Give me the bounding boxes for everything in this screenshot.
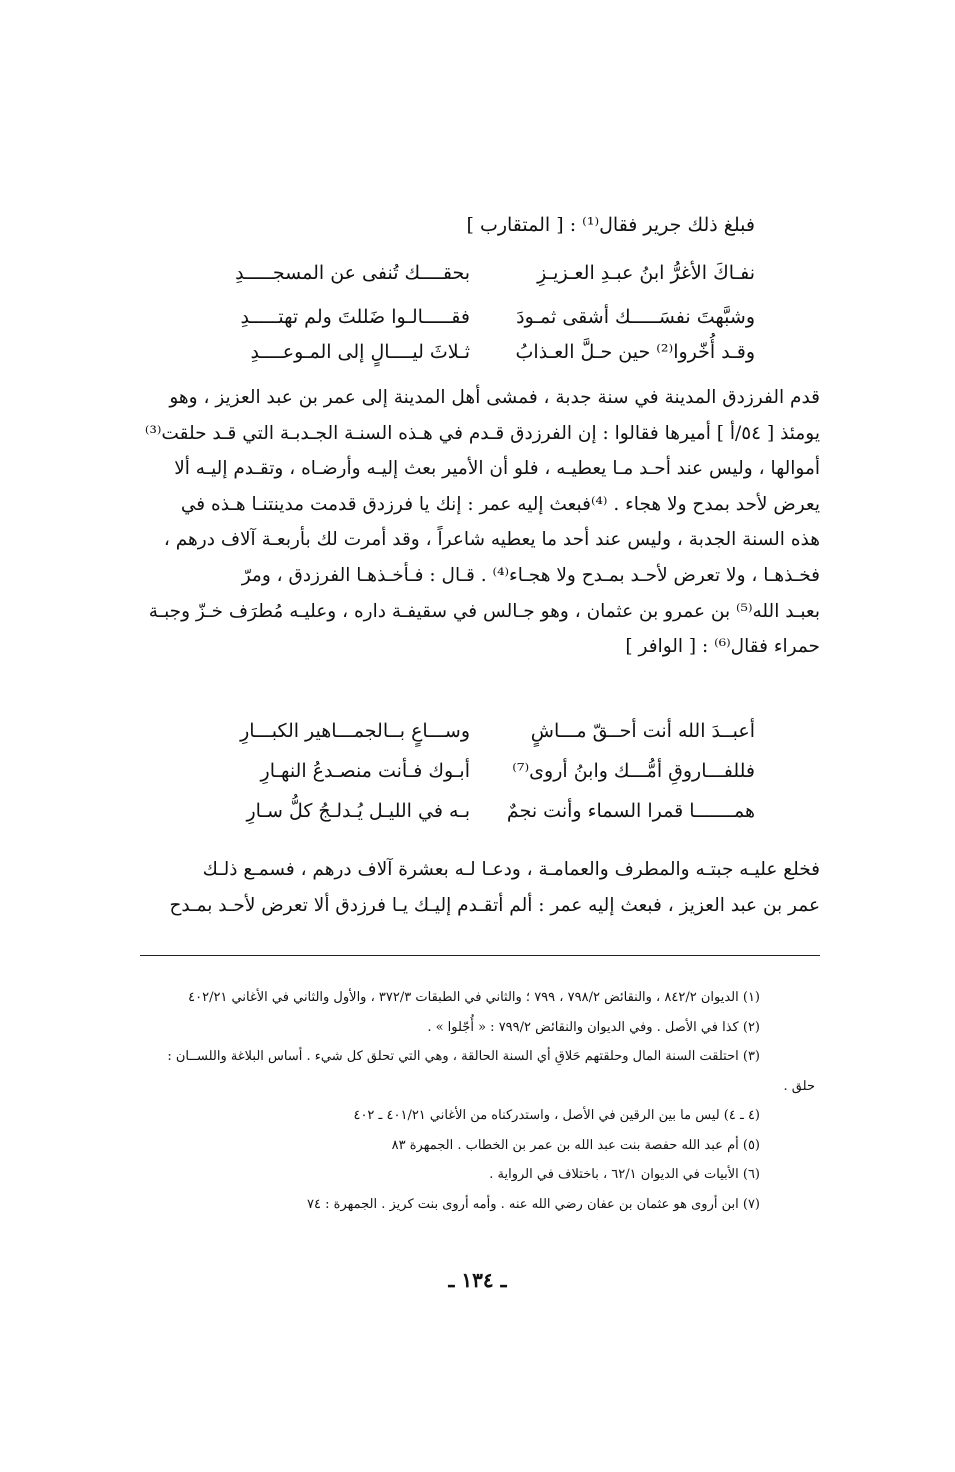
hemistich-second: بحقــــك تُنفى عن المسجـــــدِ <box>235 262 470 284</box>
prose-paragraph <box>135 380 820 665</box>
hemistich-second: أبـوك فـأنت منصـدعُ النهـارِ <box>260 760 470 782</box>
footnotes <box>115 983 815 1219</box>
footnote: (٦) الأبيات في الديوان ٦٢/١ ، باختلاف في الرواية . <box>489 1167 760 1182</box>
hemistich-second: فقـــــالـوا ضَللتَ ولم تهتـــــدِ <box>240 306 470 328</box>
hemistich-first: وشبَّهتَ نفسَـــــك أشقى ثمـودَ <box>516 306 755 328</box>
footnote: (٥) أم عبد الله حفصة بنت عبد الله بن عمر بن الخطاب . الجمهرة ٨٣ <box>391 1137 760 1153</box>
hemistich-second: ثـلاثَ ليــــالٍ إلى المـوعــــدِ <box>250 341 470 363</box>
footnote-divider <box>140 955 820 956</box>
footnote: (٢) كذا في الأصل . وفي الديوان والنقائض ٧٩٩/٢ : « أُجّلوا » . <box>427 1019 760 1035</box>
prose-line: يومئذ [ ٥٤/أ ] أميرها فقالوا : إن الفرزدق قـدم في هـذه السنـة الجـدبـة التي قـد حلقت⁽³⁾ <box>144 422 820 444</box>
hemistich-first: أعبــدَ الله أنت أحــقّ مـــاشٍ <box>530 720 755 742</box>
prose-line: هذه السنة الجدبة ، وليس عند أحد ما يعطيه شاعراً ، وقد أمرت لك بأربعـة آلاف درهم ، <box>163 529 820 551</box>
page-number: ـ ١٣٤ ـ <box>448 1268 507 1292</box>
footnote: (٧) ابن أروى هو عثمان بن عفان رضي الله عنه . وأمه أروى بنت كريز . الجمهرة : ٧٤ <box>307 1196 760 1212</box>
footnote: (١) الديوان ٨٤٢/٢ ، والنقائض ٧٩٨/٢ ، ٧٩٩ ؛ والثاني في الطبقات ٣٧٢/٣ ، والأول والثاني في الأغاني ٤٠٢/٢١ <box>188 990 760 1005</box>
prose-paragraph <box>135 852 820 923</box>
poem-line <box>200 760 755 796</box>
prose-line: فخـذهـا ، ولا تعرض لأحـد بمـدح ولا هجـاء⁽⁴⁾ . قـال : فـأخـذهـا الفرزدق ، ومرّ <box>241 564 820 586</box>
hemistich-first: وقـد أُخّروا⁽²⁾ حين حـلَّ العـذابُ <box>515 341 755 363</box>
prose-line: فخلع عليـه جبتـه والمطرف والعمامـة ، ودعـا لـه بعشرة آلاف درهم ، فسمـع ذلـك <box>202 859 820 880</box>
prose-line: حمراء فقال⁽⁶⁾ : [ الوافر ] <box>625 636 820 658</box>
poem-line <box>200 341 755 377</box>
poem-line <box>200 306 755 342</box>
intro-line: فبلغ ذلك جرير فقال⁽¹⁾ : [ المتقارب ] <box>466 214 755 236</box>
prose-line: يعرض لأحد بمدح ولا هجاء . ⁽⁴⁾فبعث إليه عمر : إنك يا فرزدق قدمت مدينتنـا هـذه في <box>180 493 820 515</box>
hemistich-first: فللفـــاروقِ أمُّـــك وابنُ أروى⁽⁷⁾ <box>512 760 755 782</box>
hemistich-second: وســـاعٍ بــالجمـــاهير الكبـــارِ <box>240 720 470 742</box>
hemistich-second: بـه في الليـل يُـدلـجُ كلُّ سـارِ <box>246 800 470 822</box>
poem-line <box>200 720 755 756</box>
prose-line: أموالها ، وليس عند أحـد مـا يعطيـه ، فلو أن الأمير بعث إليـه وأرضـاه ، وتقـدم إليـه ألا <box>174 458 820 480</box>
prose-line: قدم الفرزدق المدينة في سنة جدبة ، فمشى أهل المدينة إلى عمر بن عبد العزيز ، وهو <box>169 387 820 408</box>
poem-line <box>200 800 755 836</box>
prose-line: عمر بن عبد العزيز ، فبعث إليه عمر : ألم أتقـدم إليـك يـا فرزدق ألا تعرض لأحـد بمـدح <box>169 894 820 916</box>
prose-line: بعبـد الله⁽⁵⁾ بن عمرو بن عثمان ، وهو جـالس في سقيفـة داره ، وعليـه مُطرَف خـزّ وجبـة <box>148 600 820 622</box>
poem-line <box>200 262 755 298</box>
footnote: (٤ ـ ٤) ليس ما بين الرقين في الأصل ، واستدركناه من الأغاني ٤٠١/٢١ ـ ٤٠٢ <box>353 1108 760 1123</box>
footnote: (٣) احتلقت السنة المال وحلقتهم حَلاقِ أي السنة الحالقة ، وهي التي تحلق كل شيء . أساس البلاغة واللســان : <box>167 1049 760 1064</box>
hemistich-first: همـــــــا قمرا السماء وأنت نجمٌ <box>506 800 755 822</box>
hemistich-first: نفـاكَ الأغرُّ ابنُ عبـدِ العـزيـزِ <box>537 262 755 284</box>
footnote-continuation: حلق . <box>783 1078 815 1094</box>
